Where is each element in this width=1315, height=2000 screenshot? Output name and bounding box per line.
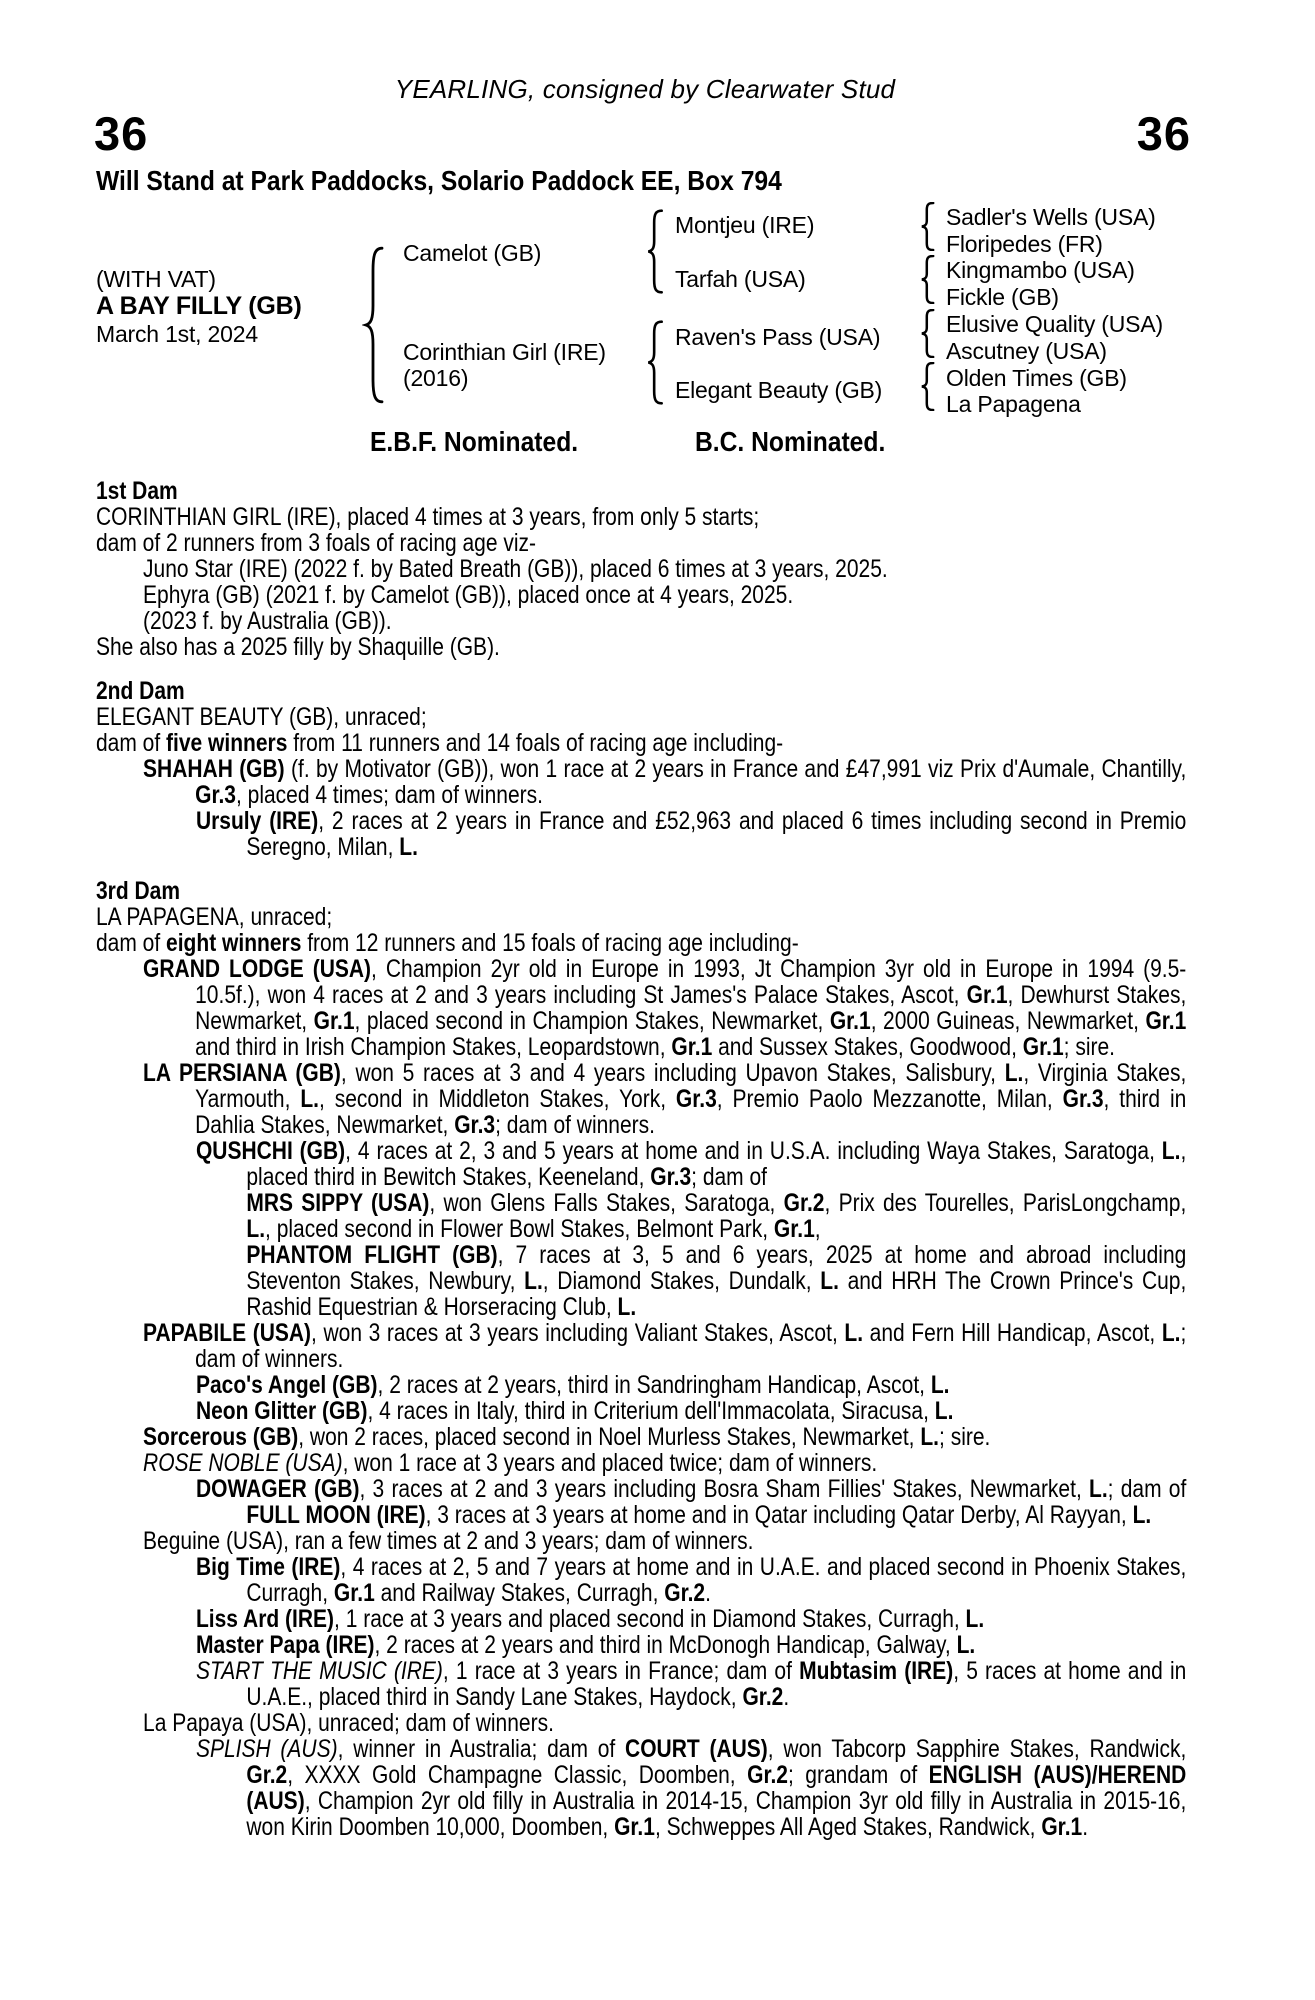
text-run: L. — [1132, 1501, 1152, 1529]
text-run: DOWAGER (GB) — [195, 1475, 360, 1503]
text-run: and Railway Stakes, Curragh, — [374, 1579, 665, 1607]
text-run: from 11 runners and 14 foals of racing age including- — [287, 729, 784, 757]
text-run: , placed second in Champion Stakes, Newmarket, — [354, 1007, 830, 1035]
text-run: CORINTHIAN GIRL (IRE), placed 4 times at 3 years, from only 5 starts; — [96, 503, 760, 531]
text-run: dam of — [96, 729, 167, 757]
pedigree-text-paragraph — [96, 582, 1186, 608]
text-run: COURT (AUS) — [625, 1735, 768, 1763]
text-run: and third in Irish Champion Stakes, Leopardstown, — [195, 1033, 672, 1061]
text-run: , 1 race at 3 years and placed second in Diamond Stakes, Curragh, — [334, 1605, 966, 1633]
greatgrandparent-name: Olden Times (GB) — [946, 365, 1127, 391]
text-run: , Premio Paolo Mezzanotte, Milan, — [716, 1085, 1063, 1113]
text-run: , won Glens Falls Stakes, Saratoga, — [429, 1189, 784, 1217]
text-run: FULL MOON (IRE) — [246, 1501, 426, 1529]
text-run: QUSHCHI (GB) — [195, 1137, 346, 1165]
lot-number-left: 36 — [94, 107, 149, 160]
text-run: L. — [820, 1267, 839, 1295]
dam-section-heading: 2nd Dam — [96, 677, 185, 705]
pedigree-text-paragraph — [96, 1528, 1186, 1554]
text-run: , 7 races at 3, 5 and 6 years, 2025 at home and abroad including Steventon Stakes, Newbury, — [246, 1241, 1187, 1295]
pedigree-text-paragraph — [96, 1554, 1186, 1606]
text-run: , won Tabcorp Sapphire Stakes, Randwick, — [767, 1735, 1187, 1763]
pedigree-brace-greatgrandparents — [919, 202, 936, 251]
pedigree-text-paragraph — [96, 608, 1186, 634]
dam-birth-year: (2016) — [403, 365, 469, 391]
text-run: Big Time (IRE) — [195, 1553, 341, 1581]
text-run: Gr.2 — [783, 1189, 825, 1217]
text-run: LA PERSIANA (GB) — [143, 1059, 341, 1087]
page-title: YEARLING, consigned by Clearwater Stud — [394, 74, 896, 104]
text-run: L. — [934, 1397, 954, 1425]
text-run: , Champion 2yr old filly in Australia in 2014-15, Champion 3yr old filly in Australia in 2015-16, won Kirin Doomben 10,000, Doomben, — [246, 1787, 1187, 1841]
greatgrandparent-name: Elusive Quality (USA) — [946, 311, 1163, 337]
pedigree-text-paragraph — [96, 1658, 1186, 1710]
text-run: L. — [1004, 1059, 1024, 1087]
text-run: Gr.2 — [664, 1579, 706, 1607]
text-run: , Prix des Tourelles, ParisLongchamp, — [824, 1189, 1187, 1217]
granddam-name: Elegant Beauty (GB) — [675, 377, 883, 403]
pedigree-text-paragraph — [96, 1710, 1186, 1736]
text-run: , won 5 races at 3 and 4 years including Upavon Stakes, Salisbury, — [340, 1059, 1005, 1087]
dam-section-heading: 1st Dam — [96, 477, 178, 505]
text-run: La Papaya (USA), unraced; dam of winners. — [143, 1709, 554, 1737]
text-run: , third in Dahlia Stakes, Newmarket, — [195, 1085, 1187, 1139]
pedigree-text-paragraph — [96, 1450, 1186, 1476]
text-run: ROSE NOBLE (USA) — [143, 1449, 343, 1477]
text-run: Gr.1 — [333, 1579, 375, 1607]
pedigree-text-paragraph — [96, 956, 1186, 1060]
pedigree-text-paragraph — [96, 1372, 1186, 1398]
text-run: Gr.3 — [675, 1085, 717, 1113]
text-run: Gr.3 — [650, 1163, 692, 1191]
pedigree-text-paragraph — [96, 1424, 1186, 1450]
pedigree-text-paragraph — [96, 1606, 1186, 1632]
text-run: , winner in Australia; dam of — [337, 1735, 626, 1763]
text-run: ELEGANT BEAUTY (GB), unraced; — [96, 703, 427, 731]
text-run: , 2 races at 2 years and third in McDonogh Handicap, Galway, — [374, 1631, 957, 1659]
text-run: (f. by Motivator (GB)), won 1 race at 2 years in France and £47,991 viz Prix d'Aumale, Chantilly, — [284, 755, 1187, 783]
text-run: , 2 races at 2 years in France and £52,963 and placed 6 times including second in Premio Seregno, Milan, — [246, 807, 1187, 861]
text-run: , second in Middleton Stakes, York, — [318, 1085, 676, 1113]
pedigree-text-paragraph — [96, 556, 1186, 582]
text-run: GRAND LODGE (USA) — [143, 955, 372, 983]
grandsire-name: Montjeu (IRE) — [675, 212, 815, 238]
text-run: Gr.1 — [829, 1007, 871, 1035]
text-run: five winners — [166, 729, 288, 757]
greatgrandparent-name: Sadler's Wells (USA) — [946, 204, 1156, 230]
text-run: PAPABILE (USA) — [143, 1319, 312, 1347]
text-run: , Dewhurst Stakes, Newmarket, — [195, 981, 1187, 1035]
text-run: , — [814, 1215, 821, 1243]
text-run: , placed second in Flower Bowl Stakes, Belmont Park, — [265, 1215, 774, 1243]
text-run: , Champion 2yr old in Europe in 1993, Jt Champion 3yr old in Europe in 1994 (9.5-10.5f.), won 4 races at 2 and 3 years including St James's Palace Stakes, Ascot, — [195, 955, 1187, 1009]
text-run: Master Papa (IRE) — [195, 1631, 375, 1659]
text-run: , XXXX Gold Champagne Classic, Doomben, — [287, 1761, 748, 1789]
text-run: L. — [300, 1085, 319, 1113]
text-run: Gr.3 — [1062, 1085, 1104, 1113]
greatgrandparent-name: Fickle (GB) — [946, 284, 1059, 310]
text-run: , Virginia Stakes, Yarmouth, — [195, 1059, 1187, 1113]
pedigree-text-paragraph — [96, 1190, 1186, 1242]
greatgrandparent-name: Ascutney (USA) — [946, 338, 1107, 364]
pedigree-brace-greatgrandparents — [919, 255, 936, 304]
text-run: START THE MUSIC (IRE) — [195, 1657, 443, 1685]
dam-name-text: Corinthian Girl (IRE) — [403, 339, 606, 365]
pedigree-text-paragraph — [96, 634, 1186, 660]
pedigree-brace-dam-parents — [645, 320, 665, 405]
text-run: ; dam of winners. — [495, 1111, 655, 1139]
text-run: Gr.1 — [1022, 1033, 1064, 1061]
text-run: , won 1 race at 3 years and placed twice; dam of winners. — [342, 1449, 878, 1477]
text-run: and HRH The Crown Prince's Cup, Rashid Equestrian & Horseracing Club, — [246, 1267, 1187, 1321]
text-run: Gr.2 — [742, 1683, 784, 1711]
text-run: ; sire. — [939, 1423, 991, 1451]
text-run: L. — [1161, 1137, 1181, 1165]
text-run: , placed 4 times; dam of winners. — [235, 781, 543, 809]
text-run: , 4 races at 2, 5 and 7 years at home and in U.A.E. and placed second in Phoenix Stakes, Curragh, — [246, 1553, 1187, 1607]
foaling-date: March 1st, 2024 — [96, 321, 258, 347]
text-run: dam of — [96, 929, 167, 957]
text-run: , 2000 Guineas, Newmarket, — [870, 1007, 1146, 1035]
bc-nomination-note: B.C. Nominated. — [695, 426, 886, 457]
text-run: , placed third in Bewitch Stakes, Keeneland, — [246, 1137, 1187, 1191]
text-run: Mubtasim (IRE) — [799, 1657, 954, 1685]
pedigree-text-paragraph — [96, 930, 1186, 956]
text-run: Juno Star (IRE) (2022 f. by Bated Breath (GB)), placed 6 times at 3 years, 2025. — [143, 555, 888, 583]
text-run: Paco's Angel (GB) — [195, 1371, 378, 1399]
text-run: L. — [930, 1371, 950, 1399]
grandsire-name: Raven's Pass (USA) — [675, 324, 881, 350]
pedigree-text-paragraph — [96, 1476, 1186, 1528]
pedigree-text-paragraph — [96, 1736, 1186, 1840]
text-run: L. — [617, 1293, 637, 1321]
text-run: Sorcerous (GB) — [143, 1423, 299, 1451]
text-run: , won 2 races, placed second in Noel Murless Stakes, Newmarket, — [298, 1423, 921, 1451]
greatgrandparent-name: La Papagena — [946, 391, 1081, 417]
text-run: Ephyra (GB) (2021 f. by Camelot (GB)), placed once at 4 years, 2025. — [143, 581, 794, 609]
greatgrandparent-name: Floripedes (FR) — [946, 231, 1103, 257]
text-run: SPLISH (AUS) — [195, 1735, 338, 1763]
text-run: Gr.1 — [313, 1007, 355, 1035]
text-run: . — [783, 1683, 790, 1711]
text-run: LA PAPAGENA, unraced; — [96, 903, 333, 931]
text-run: L. — [1161, 1319, 1181, 1347]
dam-name — [403, 339, 663, 391]
text-run: , 3 races at 2 and 3 years including Bosra Sham Fillies' Stakes, Newmarket, — [359, 1475, 1090, 1503]
text-run: Gr.1 — [1145, 1007, 1187, 1035]
text-run: Beguine (USA), ran a few times at 2 and 3 years; dam of winners. — [143, 1527, 754, 1555]
text-run: L. — [844, 1319, 864, 1347]
text-run: ; dam of — [1107, 1475, 1187, 1503]
text-run: and Fern Hill Handicap, Ascot, — [863, 1319, 1162, 1347]
pedigree-brace-greatgrandparents — [919, 309, 936, 358]
vat-note: (WITH VAT) — [96, 266, 216, 292]
text-run: MRS SIPPY (USA) — [246, 1189, 430, 1217]
text-run: dam of 2 runners from 3 foals of racing age viz- — [96, 529, 537, 557]
text-run: ; sire. — [1063, 1033, 1115, 1061]
text-run: eight winners — [166, 929, 302, 957]
text-run: , 4 races in Italy, third in Criterium dell'Immacolata, Siracusa, — [367, 1397, 935, 1425]
text-run: and Sussex Stakes, Goodwood, — [712, 1033, 1023, 1061]
text-run: L. — [246, 1215, 266, 1243]
text-run: . — [1082, 1813, 1089, 1841]
text-run: , Diamond Stakes, Dundalk, — [542, 1267, 821, 1295]
pedigree-text-paragraph — [96, 530, 1186, 556]
pedigree-brace-sire-parents — [645, 209, 665, 294]
text-run: ; dam of — [691, 1163, 768, 1191]
pedigree-text-paragraph — [96, 1138, 1186, 1190]
text-run: Ursuly (IRE) — [195, 807, 319, 835]
text-run: L. — [965, 1605, 985, 1633]
pedigree-text-paragraph — [96, 904, 1186, 930]
text-run: Gr.2 — [747, 1761, 788, 1789]
stand-location-line: Will Stand at Park Paddocks, Solario Paddock EE, Box 794 — [96, 165, 782, 196]
pedigree-text-paragraph — [96, 1060, 1186, 1138]
text-run: Gr.3 — [454, 1111, 496, 1139]
text-run: L. — [1089, 1475, 1108, 1503]
text-run: Gr.3 — [195, 781, 236, 809]
text-run: , 1 race at 3 years in France; dam of — [442, 1657, 800, 1685]
text-run: ; grandam of — [787, 1761, 929, 1789]
text-run: , 2 races at 2 years, third in Sandringham Handicap, Ascot, — [377, 1371, 931, 1399]
dam-sections — [96, 478, 1186, 1840]
text-run: , 4 races at 2, 3 and 5 years at home and in U.S.A. including Waya Stakes, Saratoga, — [345, 1137, 1162, 1165]
text-run: Liss Ard (IRE) — [195, 1605, 335, 1633]
text-run: from 12 runners and 15 foals of racing age including- — [301, 929, 799, 957]
text-run: Gr.1 — [671, 1033, 713, 1061]
granddam-name: Tarfah (USA) — [675, 266, 806, 292]
horse-name: A BAY FILLY (GB) — [96, 292, 302, 320]
text-run: L. — [524, 1267, 543, 1295]
pedigree-brace-generation1 — [362, 245, 386, 405]
text-run: . — [705, 1579, 711, 1607]
text-run: (2023 f. by Australia (GB)). — [143, 607, 392, 635]
text-run: ENGLISH (AUS)/HEREND (AUS) — [246, 1761, 1187, 1815]
text-run: L. — [399, 833, 418, 861]
ebf-nomination-note: E.B.F. Nominated. — [370, 426, 579, 457]
lot-number-right: 36 — [1136, 107, 1191, 160]
text-run: , 5 races at home and in U.A.E., placed third in Sandy Lane Stakes, Haydock, — [246, 1657, 1187, 1711]
text-run: , won 3 races at 3 years including Valiant Stakes, Ascot, — [311, 1319, 845, 1347]
text-run: Gr.2 — [246, 1761, 288, 1789]
text-run: , 3 races at 3 years at home and in Qatar including Qatar Derby, Al Rayyan, — [425, 1501, 1133, 1529]
pedigree-text-paragraph — [96, 504, 1186, 530]
sire-name: Camelot (GB) — [403, 240, 542, 266]
greatgrandparent-name: Kingmambo (USA) — [946, 257, 1135, 283]
dam-section-heading: 3rd Dam — [96, 877, 181, 905]
text-run: SHAHAH (GB) — [143, 755, 285, 783]
pedigree-text-paragraph — [96, 730, 1186, 756]
text-run: , Schweppes All Aged Stakes, Randwick, — [654, 1813, 1042, 1841]
text-run: She also has a 2025 filly by Shaquille (GB). — [96, 633, 500, 661]
pedigree-text-paragraph — [96, 1632, 1186, 1658]
pedigree-text-paragraph — [96, 808, 1186, 860]
text-run: Gr.1 — [1041, 1813, 1083, 1841]
pedigree-text-paragraph — [96, 1398, 1186, 1424]
text-run: Gr.1 — [614, 1813, 655, 1841]
text-run: L. — [920, 1423, 940, 1451]
text-run: Neon Glitter (GB) — [195, 1397, 368, 1425]
text-run: Gr.1 — [773, 1215, 815, 1243]
text-run: ; dam of winners. — [195, 1319, 1187, 1373]
text-run: Gr.1 — [966, 981, 1008, 1009]
pedigree-text-paragraph — [96, 704, 1186, 730]
pedigree-text-paragraph — [96, 1320, 1186, 1372]
text-run: L. — [956, 1631, 976, 1659]
pedigree-brace-greatgrandparents — [919, 362, 936, 411]
pedigree-text-paragraph — [96, 1242, 1186, 1320]
pedigree-text-paragraph — [96, 756, 1186, 808]
text-run: PHANTOM FLIGHT (GB) — [246, 1241, 498, 1269]
